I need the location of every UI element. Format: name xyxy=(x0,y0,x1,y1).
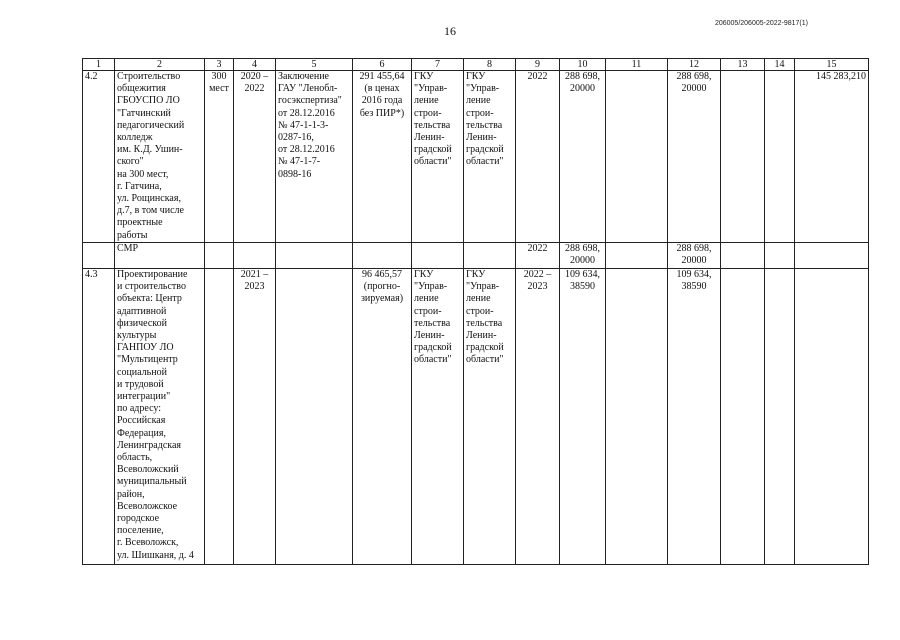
column-12-value: 288 698, 20000 xyxy=(668,71,721,243)
developer: ГКУ "Управ- ление строи- тельства Ленин- градской области" xyxy=(464,71,516,243)
column-header: 10 xyxy=(560,59,606,71)
total-amount: 109 634, 38590 xyxy=(560,269,606,565)
page-number: 16 xyxy=(444,24,456,38)
table-row-4-2 xyxy=(83,71,869,243)
column-header: 11 xyxy=(606,59,668,71)
empty-cell xyxy=(765,243,795,269)
empty-cell xyxy=(464,243,516,269)
developer: ГКУ "Управ- ление строи- тельства Ленин- градской области" xyxy=(464,269,516,565)
column-header: 4 xyxy=(234,59,276,71)
column-15-value: 145 283,210 xyxy=(795,71,869,243)
column-header: 2 xyxy=(115,59,205,71)
empty-cell xyxy=(234,243,276,269)
column-header-row xyxy=(83,59,869,71)
table-row-4-3 xyxy=(83,269,869,565)
table-row-smr xyxy=(83,243,869,269)
construction-years: 2021 – 2023 xyxy=(234,269,276,565)
financing-year: 2022 xyxy=(516,71,560,243)
customer: ГКУ "Управ- ление строи- тельства Ленин- градской области" xyxy=(412,269,464,565)
column-14-value xyxy=(765,71,795,243)
capacity: 300 мест xyxy=(205,71,234,243)
empty-cell xyxy=(795,243,869,269)
column-header: 13 xyxy=(721,59,765,71)
column-14-value xyxy=(765,269,795,565)
column-header: 7 xyxy=(412,59,464,71)
column-header: 15 xyxy=(795,59,869,71)
capacity xyxy=(205,269,234,565)
object-name: Строительство общежития ГБОУСПО ЛО "Гатчинский педагогический колледж им. К.Д. Ушин- ского" на 300 мест, г. Гатчина, ул. Рощинская, д.7, в том числе проектные работы xyxy=(115,71,205,243)
column-11-value xyxy=(606,71,668,243)
object-name: Проектирование и строительство объекта: Центр адаптивной физической культуры ГАНПОУ ЛО "Мультицентр социальной и трудовой интеграции" по адресу: Российская Федерация, Ленинградская область, Всеволожский муниципальный район, Всеволожское городское поселение, г. Всеволожск, ул. Шишканя, д. 4 xyxy=(115,269,205,565)
row-number: 4.3 xyxy=(83,269,115,565)
total-amount: 288 698, 20000 xyxy=(560,243,606,269)
column-12-value: 288 698, 20000 xyxy=(668,243,721,269)
empty-cell xyxy=(83,243,115,269)
column-13-value xyxy=(721,269,765,565)
empty-cell xyxy=(606,243,668,269)
column-15-value xyxy=(795,269,869,565)
empty-cell xyxy=(205,243,234,269)
data-table xyxy=(82,58,869,565)
expertise-conclusion xyxy=(276,269,353,565)
column-header: 8 xyxy=(464,59,516,71)
empty-cell xyxy=(721,243,765,269)
column-11-value xyxy=(606,269,668,565)
estimated-cost: 291 455,64 (в ценах 2016 года без ПИР*) xyxy=(353,71,412,243)
financing-year: 2022 – 2023 xyxy=(516,269,560,565)
customer: ГКУ "Управ- ление строи- тельства Ленин- градской области" xyxy=(412,71,464,243)
column-header: 1 xyxy=(83,59,115,71)
empty-cell xyxy=(353,243,412,269)
column-13-value xyxy=(721,71,765,243)
construction-years: 2020 – 2022 xyxy=(234,71,276,243)
column-header: 12 xyxy=(668,59,721,71)
estimated-cost: 96 465,57 (прогно- зируемая) xyxy=(353,269,412,565)
column-header: 14 xyxy=(765,59,795,71)
financing-year: 2022 xyxy=(516,243,560,269)
column-header: 5 xyxy=(276,59,353,71)
column-header: 6 xyxy=(353,59,412,71)
empty-cell xyxy=(412,243,464,269)
column-header: 9 xyxy=(516,59,560,71)
total-amount: 288 698, 20000 xyxy=(560,71,606,243)
row-number: 4.2 xyxy=(83,71,115,243)
document-id: 206005/206005-2022-9817(1) xyxy=(714,20,808,27)
smr-label: СМР xyxy=(115,243,205,269)
column-12-value: 109 634, 38590 xyxy=(668,269,721,565)
column-header: 3 xyxy=(205,59,234,71)
empty-cell xyxy=(276,243,353,269)
expertise-conclusion: Заключение ГАУ "Ленобл- госэкспертиза" от 28.12.2016 № 47-1-1-3- 0287-16, от 28.12.2016 № 47-1-7- 0898-16 xyxy=(276,71,353,243)
